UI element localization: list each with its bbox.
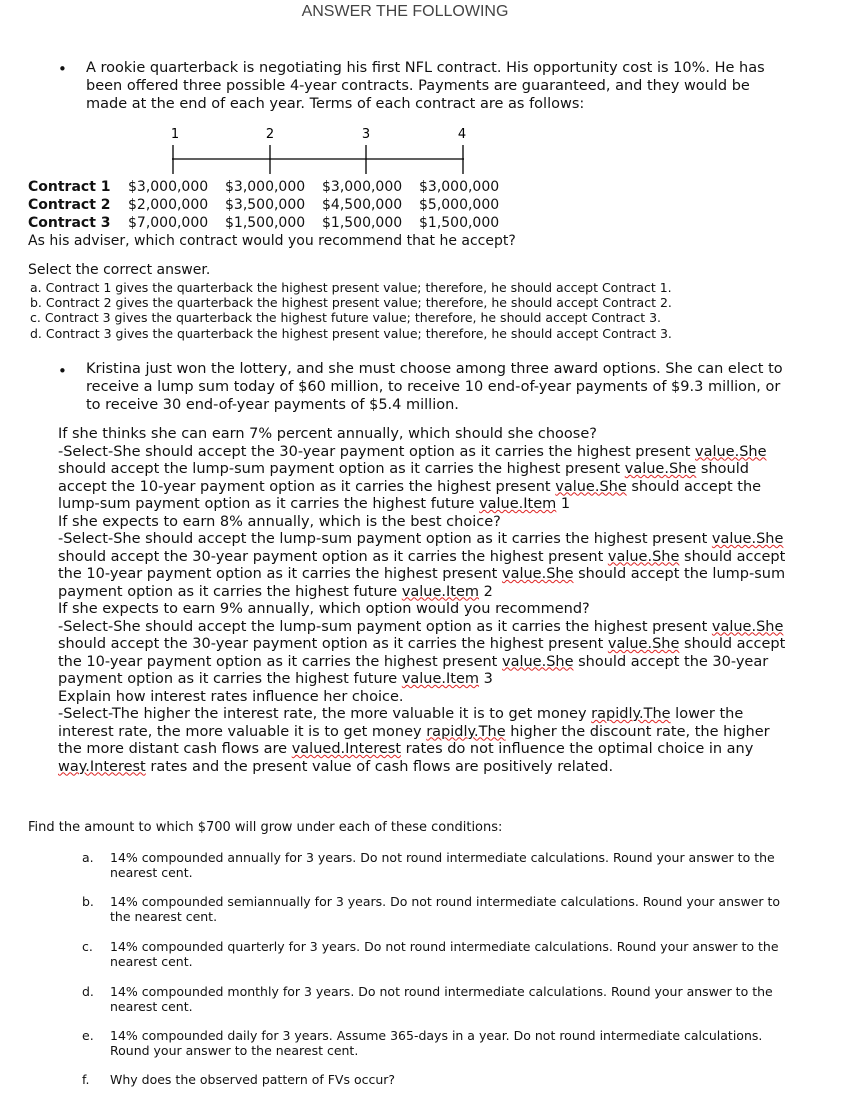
q3-part [0, 939, 852, 971]
contract-value: $1,500,000 [225, 215, 306, 231]
contract-value: $7,000,000 [128, 215, 209, 231]
contract-value: $1,500,000 [419, 215, 500, 231]
answer-option[interactable]: d. Contract 3 gives the quarterback the highest present value; therefore, he should accept Contract 3. [30, 325, 672, 341]
dropdown-options-3[interactable]: -Select-She should accept the lump-sum payment option as it carries the highest present value.She should accept the 30-year payment option as it carries the highest present value.She should accept the 10-year payment option as it carries the highest present value.She should accept the 30-year payment option as it carries the highest future value.Item 3 [58, 618, 786, 687]
q3-part [0, 1072, 852, 1090]
bullet-marker: • [58, 362, 67, 380]
contract-value: $3,500,000 [225, 197, 306, 213]
contract-value: $3,000,000 [225, 179, 306, 195]
part-label: b. [82, 894, 94, 909]
dropdown-options-2[interactable]: -Select-She should accept the lump-sum payment option as it carries the highest present value.She should accept the 30-year payment option as it carries the highest present value.She should accept the 10-year payment option as it carries the highest present value.She should accept the lump-sum payment option as it carries the highest future value.Item 2 [58, 531, 786, 600]
dropdown-options-1[interactable]: -Select-She should accept the 30-year payment option as it carries the highest present value.She should accept the lump-sum payment option as it carries the highest present value.She should accept the 10-year payment option as it carries the highest present value.She should accept the lump-sum payment option as it carries the highest future value.Item 1 [58, 443, 767, 512]
part-text: 14% compounded daily for 3 years. Assume 365-days in a year. Do not round intermediate calculations. Round your answer to the nearest cent. [110, 1028, 763, 1058]
contract-value: $3,000,000 [419, 179, 500, 195]
timeline-label-4: 4 [457, 127, 467, 142]
q3-part [0, 850, 852, 882]
q1-question: As his adviser, which contract would you recommend that he accept? [28, 233, 516, 249]
q3-part [0, 984, 852, 1016]
part-label: d. [82, 984, 94, 999]
contracts-table [28, 178, 516, 232]
q1-text: A rookie quarterback is negotiating his first NFL contract. His opportunity cost is 10%. He has been offered three possible 4-year contracts. Payments are guaranteed, and they would be made at the end of each year. Terms of each contract are as follows: [86, 60, 765, 112]
select-prompt: Select the correct answer. [28, 262, 211, 278]
contract-row [28, 214, 516, 232]
part-text: Why does the observed pattern of FVs occur? [110, 1072, 396, 1087]
part-text: 14% compounded quarterly for 3 years. Do not round intermediate calculations. Round your answer to the nearest cent. [110, 939, 779, 969]
dropdown-options-4[interactable]: -Select-The higher the interest rate, the more valuable it is to get money rapidly.The lower the interest rate, the more valuable it is to get money rapidly.The higher the discount rate, the higher the more distant cash flows are valued.Interest rates do not influence the optimal choice in any way.Interest rates and the present value of cash flows are positively related. [58, 706, 770, 775]
q3-intro: Find the amount to which $700 will grow under each of these conditions: [28, 820, 503, 835]
q2-subquestions [58, 426, 788, 776]
contract-label: Contract 2 [28, 197, 111, 213]
part-label: c. [82, 939, 93, 954]
contract-label: Contract 1 [28, 179, 111, 195]
answer-option[interactable]: c. Contract 3 gives the quarterback the highest future value; therefore, he should accept Contract 3. [30, 310, 662, 326]
timeline-label-1: 1 [170, 127, 180, 142]
contract-value: $4,500,000 [322, 197, 403, 213]
q3-part [0, 894, 852, 926]
part-label: e. [82, 1028, 94, 1043]
contract-label: Contract 3 [28, 215, 111, 231]
timeline-label-2: 2 [265, 127, 275, 142]
contract-value: $5,000,000 [419, 197, 500, 213]
bullet-marker: • [58, 60, 67, 78]
subquestion: If she expects to earn 8% annually, which is the best choice? [58, 513, 501, 530]
contract-row [28, 196, 516, 214]
answer-option[interactable]: b. Contract 2 gives the quarterback the highest present value; therefore, he should accept Contract 2. [30, 295, 672, 311]
contract-value: $1,500,000 [322, 215, 403, 231]
part-text: 14% compounded monthly for 3 years. Do not round intermediate calculations. Round your answer to the nearest cent. [110, 984, 773, 1014]
page-title: ANSWER THE FOLLOWING [301, 3, 509, 20]
subquestion: Explain how interest rates influence her choice. [58, 688, 404, 705]
part-label: a. [82, 850, 94, 865]
contract-value: $2,000,000 [128, 197, 209, 213]
answer-option[interactable]: a. Contract 1 gives the quarterback the highest present value; therefore, he should accept Contract 1. [30, 280, 672, 295]
contract-value: $3,000,000 [128, 179, 209, 195]
subquestion: If she thinks she can earn 7% percent annually, which should she choose? [58, 426, 597, 442]
part-label: f. [82, 1072, 90, 1087]
q3-part [0, 1028, 852, 1060]
part-text: 14% compounded semiannually for 3 years. Do not round intermediate calculations. Round your answer to the nearest cent. [110, 894, 781, 924]
subquestion: If she expects to earn 9% annually, which option would you recommend? [58, 601, 590, 617]
answer-options [30, 280, 672, 341]
part-text: 14% compounded annually for 3 years. Do not round intermediate calculations. Round your answer to the nearest cent. [110, 850, 775, 880]
q2-text: Kristina just won the lottery, and she must choose among three award options. She can elect to receive a lump sum today of $60 million, to receive 10 end-of-year payments of $9.3 million, or to receive 30 end-of-year payments of $5.4 million. [86, 361, 783, 413]
timeline-diagram [0, 124, 520, 178]
timeline-label-3: 3 [361, 127, 371, 142]
contract-row [28, 178, 516, 196]
contract-value: $3,000,000 [322, 179, 403, 195]
